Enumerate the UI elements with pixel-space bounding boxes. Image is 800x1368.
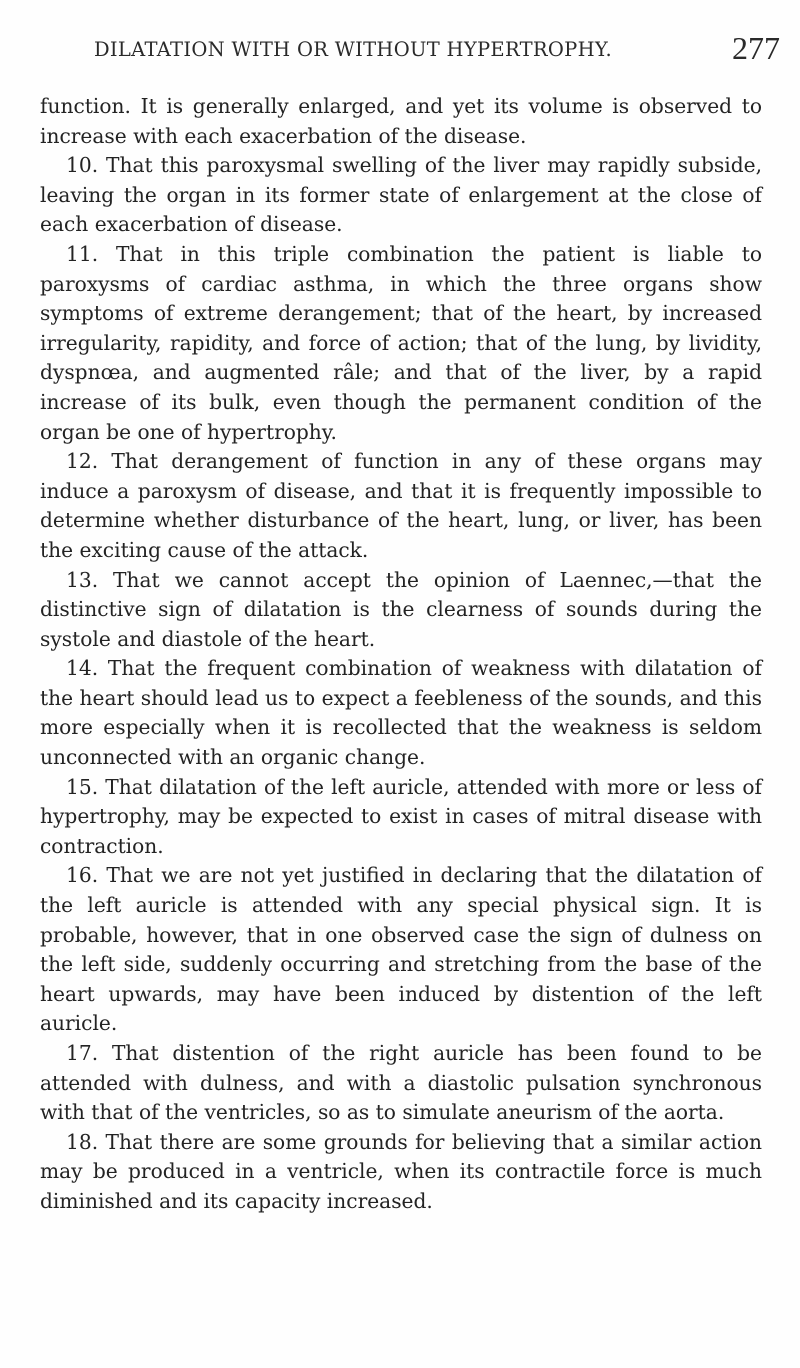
paragraph-17: 17. That distention of the right auricle has been found to be attended with dulness, and with a diastolic pulsation synchronous with that of the ventricles, so as to simulate aneurism of the aorta. xyxy=(40,1041,762,1125)
page-number: 277 xyxy=(732,30,780,66)
paragraph-11: 11. That in this triple combination the patient is liable to paroxysms of cardiac asthma, in which the three organs show symptoms of extreme derangement; that of the heart, by increased irregularity, rapidity, and force of action; that of the lung, by lividity, dyspnœa, and augmented râle; and that of the liver, by a rapid increase of its bulk, even though the permanent condition of the organ be one of hypertrophy. xyxy=(40,241,762,444)
paragraph-13: 13. That we cannot accept the opinion of Laennec,—that the distinctive sign of dilatation is the clearness of sounds during the systole and diastole of the heart. xyxy=(40,567,762,651)
paragraph-14: 14. That the frequent combination of weakness with dilatation of the heart should lead us to expect a feebleness of the sounds, and this more especially when it is recollected that the weakness is seldom unconnected with an organic change. xyxy=(40,656,762,770)
paragraph-12: 12. That derangement of function in any of these organs may induce a paroxysm of disease, and that it is frequently impossible to determine whether disturbance of the heart, lung, or liver, has been the exciting cause of the attack. xyxy=(40,449,762,562)
continuation-paragraph: function. It is generally enlarged, and yet its volume is observed to increase with each exacerbation of the disease. xyxy=(40,94,762,148)
paragraph-10: 10. That this paroxysmal swelling of the liver may rapidly subside, leaving the organ in its former state of enlargement at the close of each exacerbation of disease. xyxy=(40,153,762,237)
running-head: DILATATION WITH OR WITHOUT HYPERTROPHY. xyxy=(94,38,613,61)
paragraph-15: 15. That dilatation of the left auricle, attended with more or less of hypertrophy, may be expected to exist in cases of mitral disease with contraction. xyxy=(40,774,762,858)
paragraph-18: 18. That there are some grounds for believing that a similar action may be produced in a ventricle, when its contractile force is much diminished and its capacity increased. xyxy=(40,1129,762,1213)
body-text xyxy=(40,92,762,1217)
paragraph-16: 16. That we are not yet justified in declaring that the dilatation of the left auricle is attended with any special physical sign. It is probable, however, that in one observed case the sign of dulness on the left side, suddenly occurring and stretching from the base of the heart upwards, may have been induced by distention of the left auricle. xyxy=(40,863,762,1036)
